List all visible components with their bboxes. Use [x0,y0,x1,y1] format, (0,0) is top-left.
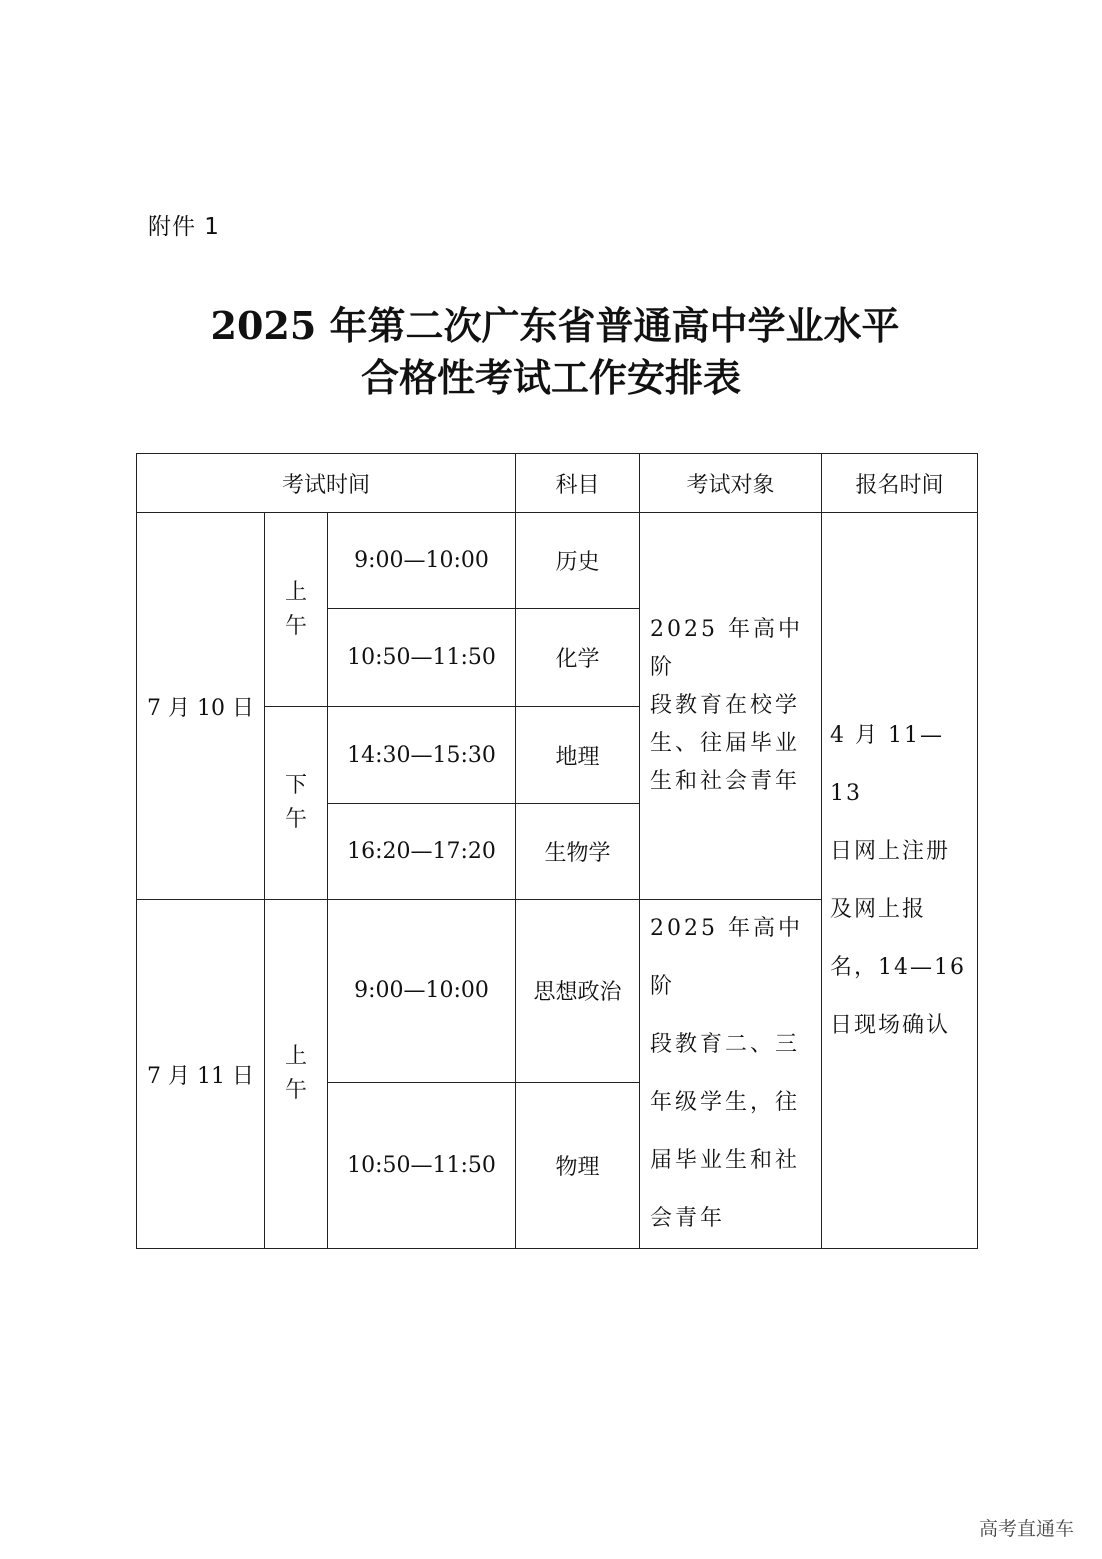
time-cell: 10:50—11:50 [328,1082,516,1248]
exam-schedule-table [136,453,978,1249]
table-row [137,513,978,609]
time-cell: 16:20—17:20 [328,804,516,900]
table-header-row [137,454,978,513]
subject-cell: 地理 [516,707,640,804]
document-title-line-1: 2025 年第二次广东省普通高中学业水平 [210,303,900,348]
header-registration: 报名时间 [822,454,978,513]
header-exam-time: 考试时间 [137,454,516,513]
date-cell: 7 月 11 日 [137,900,265,1249]
time-cell: 9:00—10:00 [328,900,516,1083]
attachment-label: 附件 1 [148,214,220,240]
date-cell: 7 月 10 日 [137,513,265,900]
period-cell: 上 午 [265,513,328,707]
period-cell: 上 午 [265,900,328,1249]
target-cell: 2025 年高中阶 段教育二、三 年级学生，往 届毕业生和社 会青年 [640,900,822,1249]
document-title-line-2: 合格性考试工作安排表 [360,355,741,400]
time-cell: 10:50—11:50 [328,609,516,707]
subject-cell: 生物学 [516,804,640,900]
time-cell: 9:00—10:00 [328,513,516,609]
period-cell: 下 午 [265,707,328,900]
subject-cell: 历史 [516,513,640,609]
subject-cell: 思想政治 [516,900,640,1083]
target-cell: 2025 年高中阶 段教育在校学 生、往届毕业 生和社会青年 [640,513,822,900]
subject-cell: 化学 [516,609,640,707]
header-subject: 科目 [516,454,640,513]
watermark-text: 高考直通车 [978,1518,1074,1540]
subject-cell: 物理 [516,1082,640,1248]
registration-cell: 4 月 11—13 日网上注册 及网上报 名，14—16 日现场确认 [822,513,978,1249]
time-cell: 14:30—15:30 [328,707,516,804]
header-target: 考试对象 [640,454,822,513]
